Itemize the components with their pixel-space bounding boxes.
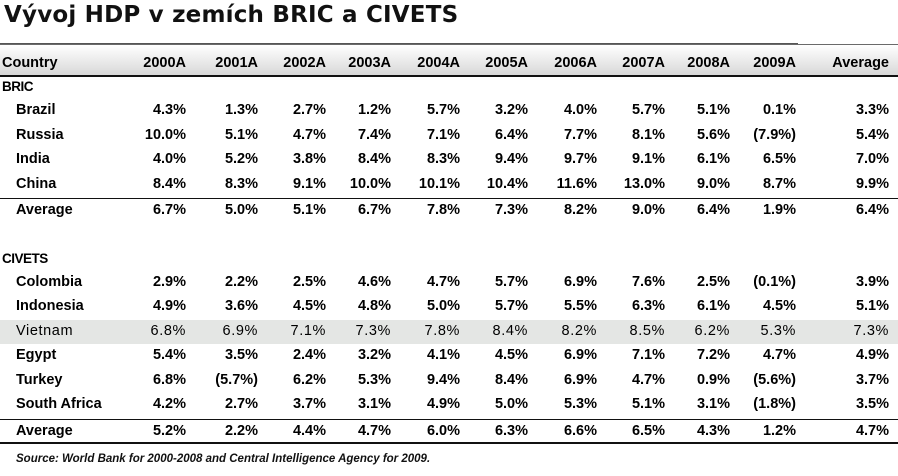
value-cell: 4.7% xyxy=(292,126,326,143)
value-cell: 1.9% xyxy=(762,202,796,218)
value-cell: 5.6% xyxy=(696,126,730,143)
value-cell: 9.7% xyxy=(563,151,597,167)
value-cell: 9.0% xyxy=(631,202,665,218)
value-cell: (0.1%) xyxy=(753,273,796,290)
value-cell: 4.4% xyxy=(292,422,326,439)
country-name: Russia xyxy=(16,126,64,143)
row-average-cell: 3.3% xyxy=(855,102,889,118)
value-cell: 6.1% xyxy=(696,298,730,314)
column-header: 2000A xyxy=(143,55,186,71)
value-cell: 1.3% xyxy=(224,102,258,118)
value-cell: 6.7% xyxy=(357,202,391,218)
value-cell: 9.4% xyxy=(426,371,460,388)
value-cell: 5.1% xyxy=(631,396,665,412)
row-average-cell: 7.3% xyxy=(853,322,889,339)
value-cell: 4.3% xyxy=(696,422,730,439)
table-bottom-rule xyxy=(0,442,898,444)
column-header: Average xyxy=(832,55,889,71)
value-cell: 6.5% xyxy=(762,151,796,167)
row-average-cell: 5.1% xyxy=(855,298,889,314)
value-cell: 2.7% xyxy=(224,396,258,412)
average-label: Average xyxy=(16,202,73,218)
average-label: Average xyxy=(16,422,73,439)
value-cell: 4.5% xyxy=(494,347,528,363)
value-cell: 5.0% xyxy=(224,202,258,218)
table-header xyxy=(0,44,898,77)
value-cell: 7.8% xyxy=(426,202,460,218)
row-average-cell: 4.9% xyxy=(855,347,889,363)
table-row xyxy=(0,99,898,123)
column-header: 2004A xyxy=(417,55,460,71)
column-header: 2006A xyxy=(554,55,597,71)
value-cell: 6.3% xyxy=(631,298,665,314)
value-cell: 4.0% xyxy=(563,102,597,118)
value-cell: 2.4% xyxy=(292,347,326,363)
value-cell: 9.1% xyxy=(292,175,326,192)
value-cell: 10.4% xyxy=(486,175,528,192)
value-cell: 7.7% xyxy=(563,126,597,143)
value-cell: 7.1% xyxy=(631,347,665,363)
value-cell: 6.6% xyxy=(563,422,597,439)
value-cell: 8.2% xyxy=(563,202,597,218)
group-label: BRIC xyxy=(2,79,33,94)
value-cell: 3.8% xyxy=(292,151,326,167)
value-cell: 6.9% xyxy=(563,371,597,388)
value-cell: 4.2% xyxy=(152,396,186,412)
value-cell: 4.9% xyxy=(152,298,186,314)
row-average-cell: 3.5% xyxy=(855,396,889,412)
value-cell: 4.0% xyxy=(152,151,186,167)
value-cell: 4.7% xyxy=(762,347,796,363)
value-cell: 6.8% xyxy=(152,371,186,388)
value-cell: 8.5% xyxy=(629,322,665,339)
value-cell: 5.2% xyxy=(152,422,186,439)
country-name: India xyxy=(16,151,50,167)
value-cell: 6.1% xyxy=(696,151,730,167)
value-cell: 10.0% xyxy=(144,126,186,143)
page-title: Vývoj HDP v zemích BRIC a CIVETS xyxy=(4,2,459,28)
average-row xyxy=(0,198,898,223)
value-cell: 6.8% xyxy=(150,322,186,339)
value-cell: 2.9% xyxy=(152,273,186,290)
table-row xyxy=(0,393,898,417)
value-cell: 4.5% xyxy=(292,298,326,314)
source-note: Source: World Bank for 2000-2008 and Central Intelligence Agency for 2009. xyxy=(16,453,431,465)
value-cell: 2.2% xyxy=(224,422,258,439)
value-cell: 3.1% xyxy=(696,396,730,412)
table-row xyxy=(0,148,898,172)
table-row xyxy=(0,173,898,197)
value-cell: 5.7% xyxy=(494,298,528,314)
value-cell: 4.3% xyxy=(152,102,186,118)
value-cell: (5.6%) xyxy=(753,371,796,388)
value-cell: (7.9%) xyxy=(753,126,796,143)
value-cell: 2.5% xyxy=(696,273,730,290)
value-cell: 6.2% xyxy=(694,322,730,339)
value-cell: 7.2% xyxy=(696,347,730,363)
value-cell: 0.9% xyxy=(696,371,730,388)
value-cell: 7.3% xyxy=(494,202,528,218)
table-row xyxy=(0,369,898,393)
value-cell: 8.4% xyxy=(494,371,528,388)
country-name: Colombia xyxy=(16,273,83,290)
value-cell: 5.1% xyxy=(224,126,258,143)
country-name: Brazil xyxy=(16,102,56,118)
value-cell: 4.5% xyxy=(762,298,796,314)
value-cell: 0.1% xyxy=(762,102,796,118)
value-cell: (1.8%) xyxy=(753,396,796,412)
value-cell: 7.1% xyxy=(290,322,326,339)
column-header-country: Country xyxy=(2,55,58,71)
row-average-cell: 6.4% xyxy=(855,202,889,218)
value-cell: 4.8% xyxy=(357,298,391,314)
value-cell: 3.2% xyxy=(357,347,391,363)
group-label: CIVETS xyxy=(2,250,48,266)
value-cell: 5.0% xyxy=(426,298,460,314)
value-cell: 5.3% xyxy=(563,396,597,412)
country-name: Vietnam xyxy=(16,322,74,339)
country-name: Egypt xyxy=(16,347,57,363)
value-cell: 8.4% xyxy=(357,151,391,167)
value-cell: 4.9% xyxy=(426,396,460,412)
country-name: Turkey xyxy=(16,371,63,388)
table-row xyxy=(0,295,898,319)
value-cell: 1.2% xyxy=(762,422,796,439)
table-row xyxy=(0,271,898,295)
column-header: 2003A xyxy=(348,55,391,71)
value-cell: 5.1% xyxy=(696,102,730,118)
value-cell: 4.1% xyxy=(426,347,460,363)
value-cell: 10.0% xyxy=(349,175,391,192)
value-cell: 7.4% xyxy=(357,126,391,143)
value-cell: 1.2% xyxy=(357,102,391,118)
value-cell: 4.7% xyxy=(631,371,665,388)
value-cell: 9.0% xyxy=(696,175,730,192)
value-cell: 6.4% xyxy=(696,202,730,218)
row-average-cell: 3.9% xyxy=(855,273,889,290)
value-cell: 5.7% xyxy=(426,102,460,118)
value-cell: 6.9% xyxy=(563,347,597,363)
value-cell: 6.0% xyxy=(426,422,460,439)
value-cell: 6.9% xyxy=(222,322,258,339)
table-row xyxy=(0,320,898,344)
value-cell: 6.4% xyxy=(494,126,528,143)
value-cell: 2.5% xyxy=(292,273,326,290)
value-cell: 7.1% xyxy=(426,126,460,143)
value-cell: 8.2% xyxy=(561,322,597,339)
column-header: 2005A xyxy=(485,55,528,71)
value-cell: 6.9% xyxy=(563,273,597,290)
value-cell: 11.6% xyxy=(556,175,597,192)
row-average-cell: 9.9% xyxy=(855,175,889,192)
value-cell: (5.7%) xyxy=(215,371,258,388)
value-cell: 4.6% xyxy=(357,273,391,290)
value-cell: 3.7% xyxy=(292,396,326,412)
value-cell: 8.4% xyxy=(492,322,528,339)
row-average-cell: 5.4% xyxy=(855,126,889,143)
column-header: 2002A xyxy=(283,55,326,71)
value-cell: 8.1% xyxy=(631,126,665,143)
table-row xyxy=(0,124,898,148)
value-cell: 6.3% xyxy=(494,422,528,439)
column-header: 2009A xyxy=(753,55,796,71)
value-cell: 7.3% xyxy=(355,322,391,339)
value-cell: 5.5% xyxy=(563,298,597,314)
value-cell: 8.4% xyxy=(152,175,186,192)
value-cell: 9.4% xyxy=(494,151,528,167)
value-cell: 5.7% xyxy=(494,273,528,290)
value-cell: 8.7% xyxy=(762,175,796,192)
row-average-cell: 7.0% xyxy=(855,151,889,167)
value-cell: 7.6% xyxy=(631,273,665,290)
value-cell: 2.2% xyxy=(224,273,258,290)
value-cell: 5.1% xyxy=(292,202,326,218)
value-cell: 3.2% xyxy=(494,102,528,118)
row-average-cell: 4.7% xyxy=(855,422,889,439)
value-cell: 6.2% xyxy=(292,371,326,388)
value-cell: 3.1% xyxy=(357,396,391,412)
value-cell: 5.3% xyxy=(760,322,796,339)
column-header: 2008A xyxy=(687,55,730,71)
value-cell: 3.6% xyxy=(224,298,258,314)
value-cell: 5.3% xyxy=(357,371,391,388)
value-cell: 5.0% xyxy=(494,396,528,412)
value-cell: 8.3% xyxy=(224,175,258,192)
value-cell: 5.7% xyxy=(631,102,665,118)
value-cell: 6.7% xyxy=(152,202,186,218)
average-row xyxy=(0,419,898,444)
value-cell: 6.5% xyxy=(631,422,665,439)
country-name: Indonesia xyxy=(16,298,84,314)
column-header: 2001A xyxy=(215,55,258,71)
value-cell: 7.8% xyxy=(424,322,460,339)
value-cell: 13.0% xyxy=(623,175,665,192)
value-cell: 9.1% xyxy=(631,151,665,167)
row-average-cell: 3.7% xyxy=(855,371,889,388)
value-cell: 5.4% xyxy=(152,347,186,363)
country-name: China xyxy=(16,175,57,192)
value-cell: 3.5% xyxy=(224,347,258,363)
value-cell: 8.3% xyxy=(426,151,460,167)
column-header: 2007A xyxy=(622,55,665,71)
header-top-rule xyxy=(0,43,798,44)
country-name: South Africa xyxy=(16,396,102,412)
value-cell: 4.7% xyxy=(426,273,460,290)
value-cell: 10.1% xyxy=(418,175,460,192)
table-row xyxy=(0,344,898,368)
value-cell: 4.7% xyxy=(357,422,391,439)
value-cell: 5.2% xyxy=(224,151,258,167)
value-cell: 2.7% xyxy=(292,102,326,118)
